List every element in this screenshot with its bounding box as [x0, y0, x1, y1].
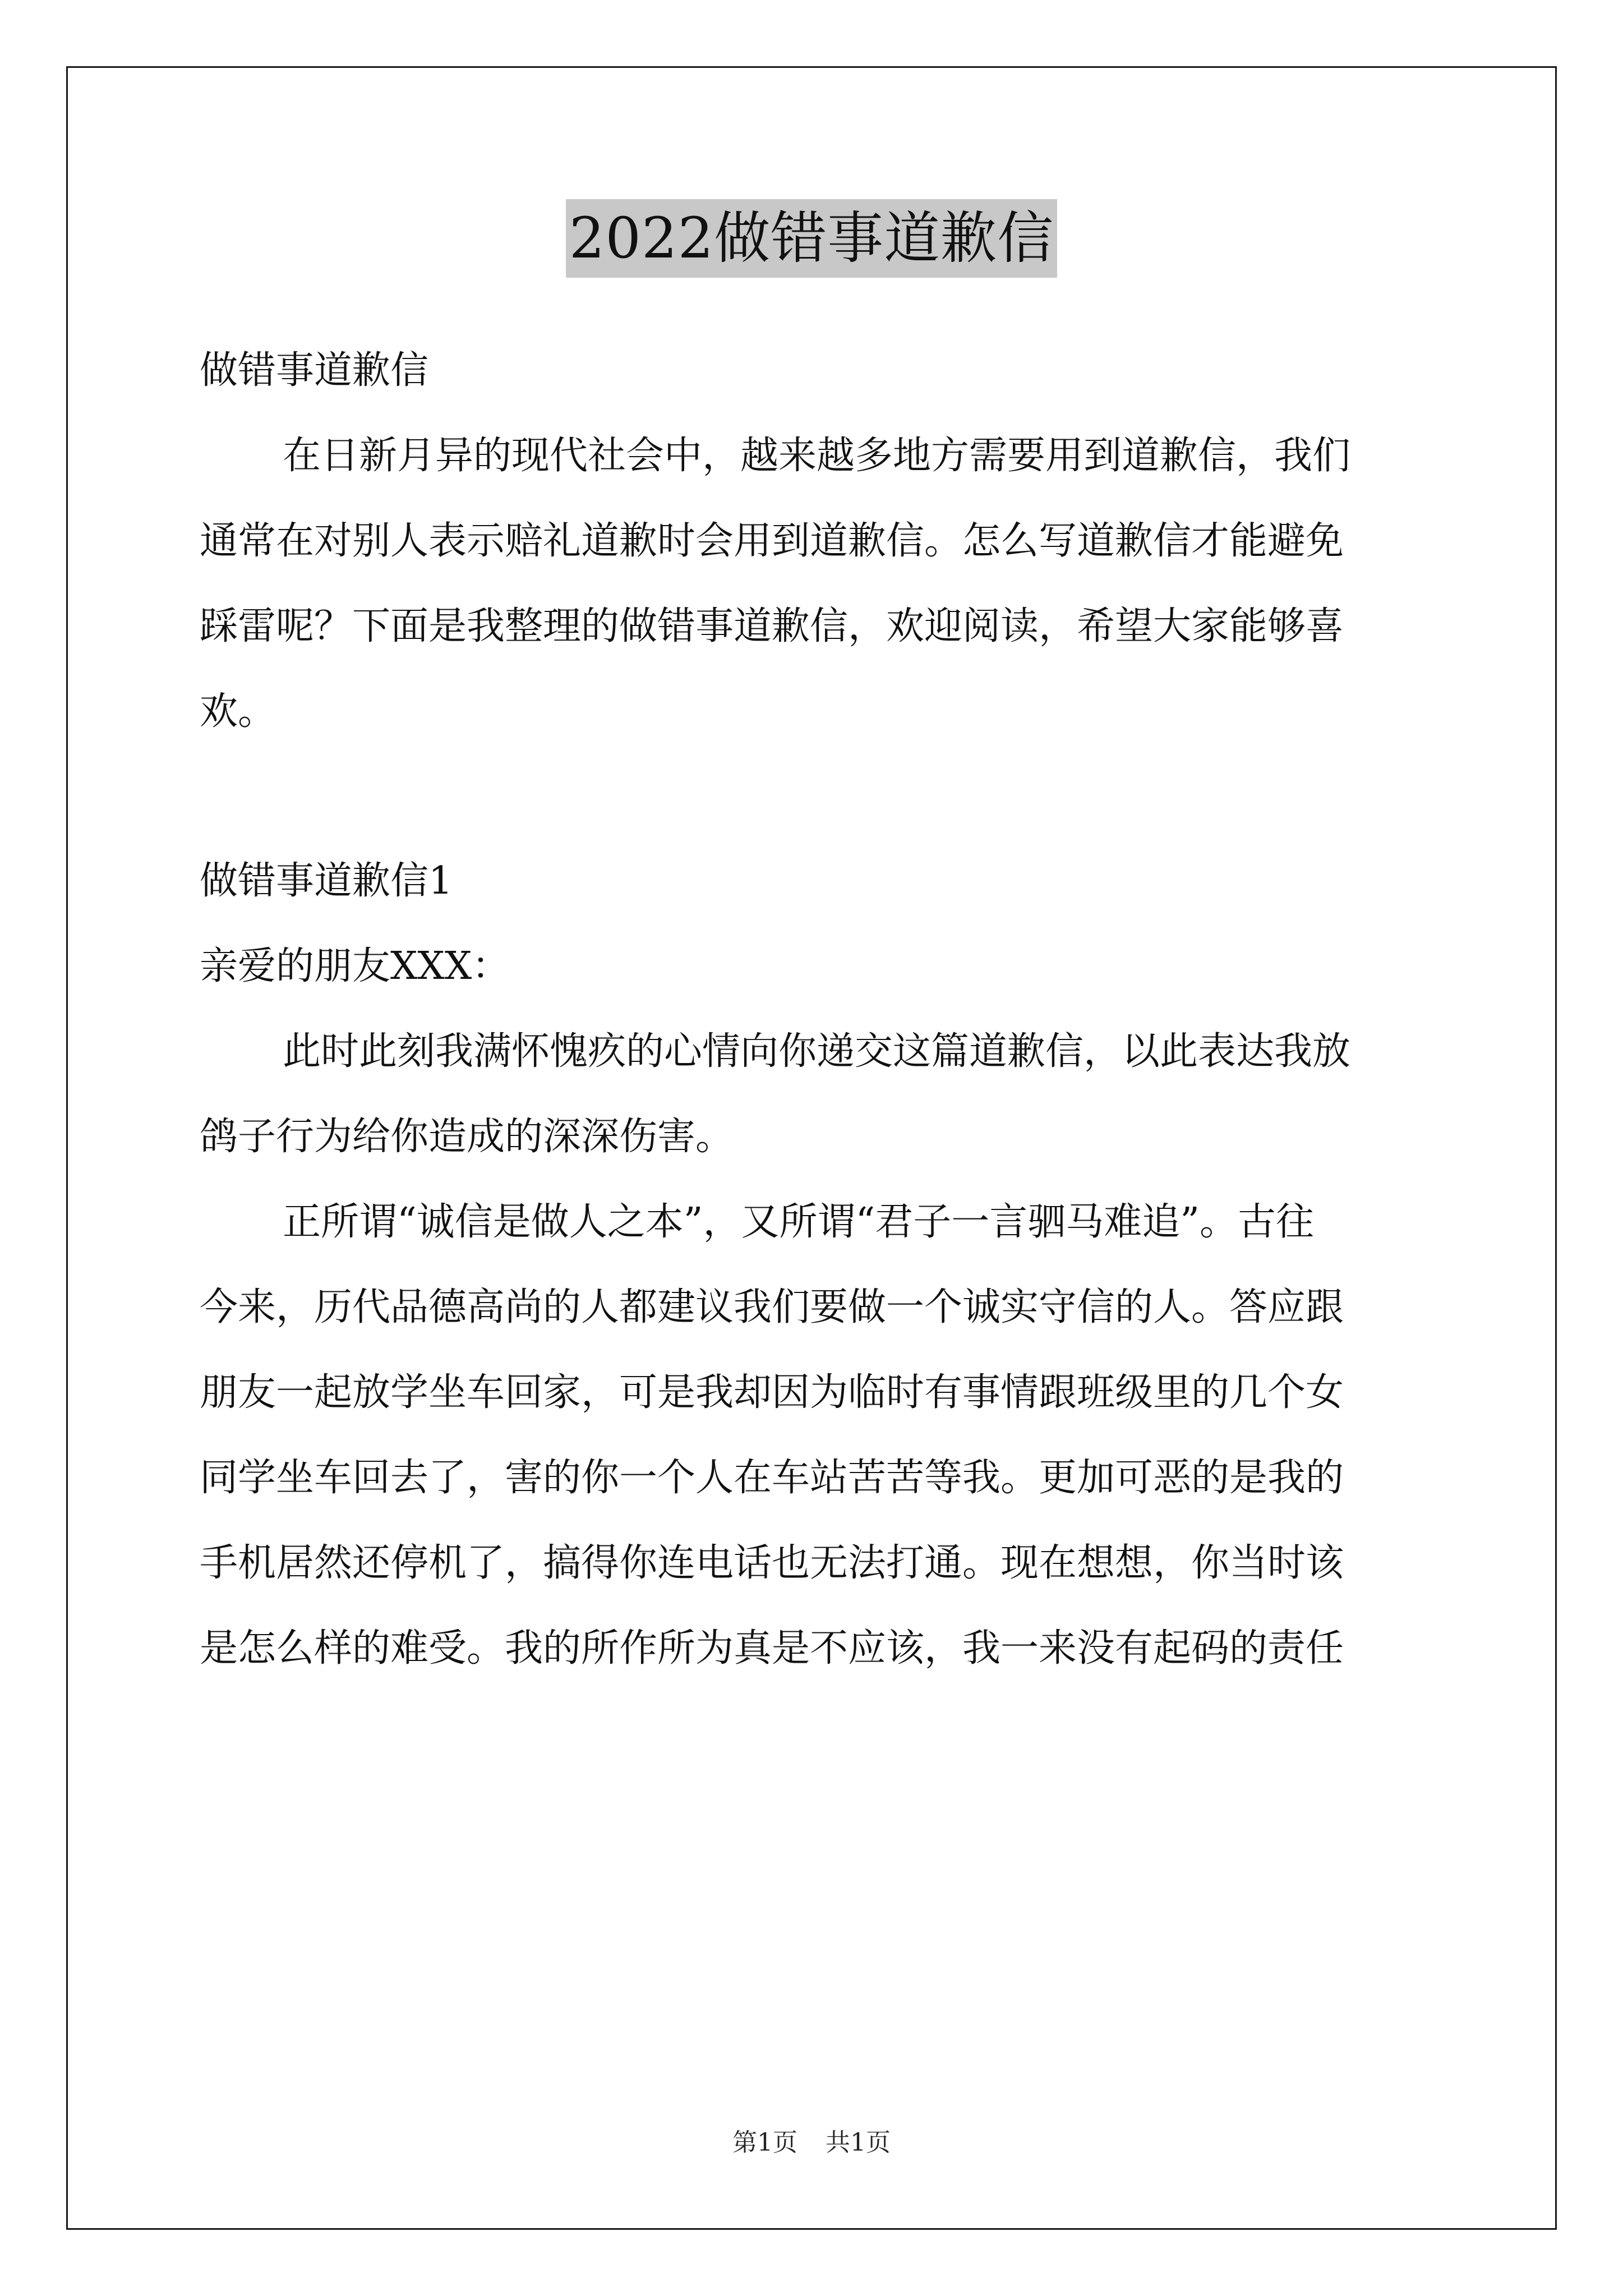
paragraph-line: 鸽子行为给你造成的深深伤害。 [200, 1115, 734, 1159]
paragraph-line: 同学坐车回去了，害的你一个人在车站苦苦等我。更加可恶的是我的 [200, 1456, 1344, 1500]
salutation: 亲爱的朋友XXX： [200, 944, 510, 988]
paragraph-line: 是怎么样的难受。我的所作所为真是不应该，我一来没有起码的责任 [200, 1626, 1344, 1671]
paragraph-line: 今来，历代品德高尚的人都建议我们要做一个诚实守信的人。答应跟 [200, 1285, 1344, 1329]
paragraph-line: 手机居然还停机了，搞得你连电话也无法打通。现在想想，你当时该 [200, 1541, 1344, 1585]
intro-line: 通常在对别人表示赔礼道歉时会用到道歉信。怎么写道歉信才能避免 [200, 519, 1344, 563]
intro-line: 踩雷呢？下面是我整理的做错事道歉信，欢迎阅读，希望大家能够喜 [200, 604, 1344, 648]
paragraph-line: 此时此刻我满怀愧疚的心情向你递交这篇道歉信，以此表达我放 [283, 1029, 1351, 1074]
paragraph-line: 朋友一起放学坐车回家，可是我却因为临时有事情跟班级里的几个女 [200, 1370, 1344, 1415]
section-heading: 做错事道歉信1 [200, 859, 453, 903]
page-total: 共1页 [826, 2128, 891, 2157]
document-title: 2022做错事道歉信 [566, 199, 1058, 278]
document-body [200, 328, 1428, 1691]
intro-line: 在日新月异的现代社会中，越来越多地方需要用到道歉信，我们 [283, 434, 1351, 478]
page-number: 第1页 [732, 2128, 797, 2157]
spacer [200, 754, 1428, 839]
paragraph-line: 正所谓“诚信是做人之本”，又所谓“君子一言驷马难追”。古往 [283, 1200, 1315, 1244]
page-footer [0, 2126, 1623, 2160]
subtitle: 做错事道歉信 [200, 348, 429, 393]
intro-line: 欢。 [200, 689, 276, 734]
title-container [0, 199, 1623, 278]
